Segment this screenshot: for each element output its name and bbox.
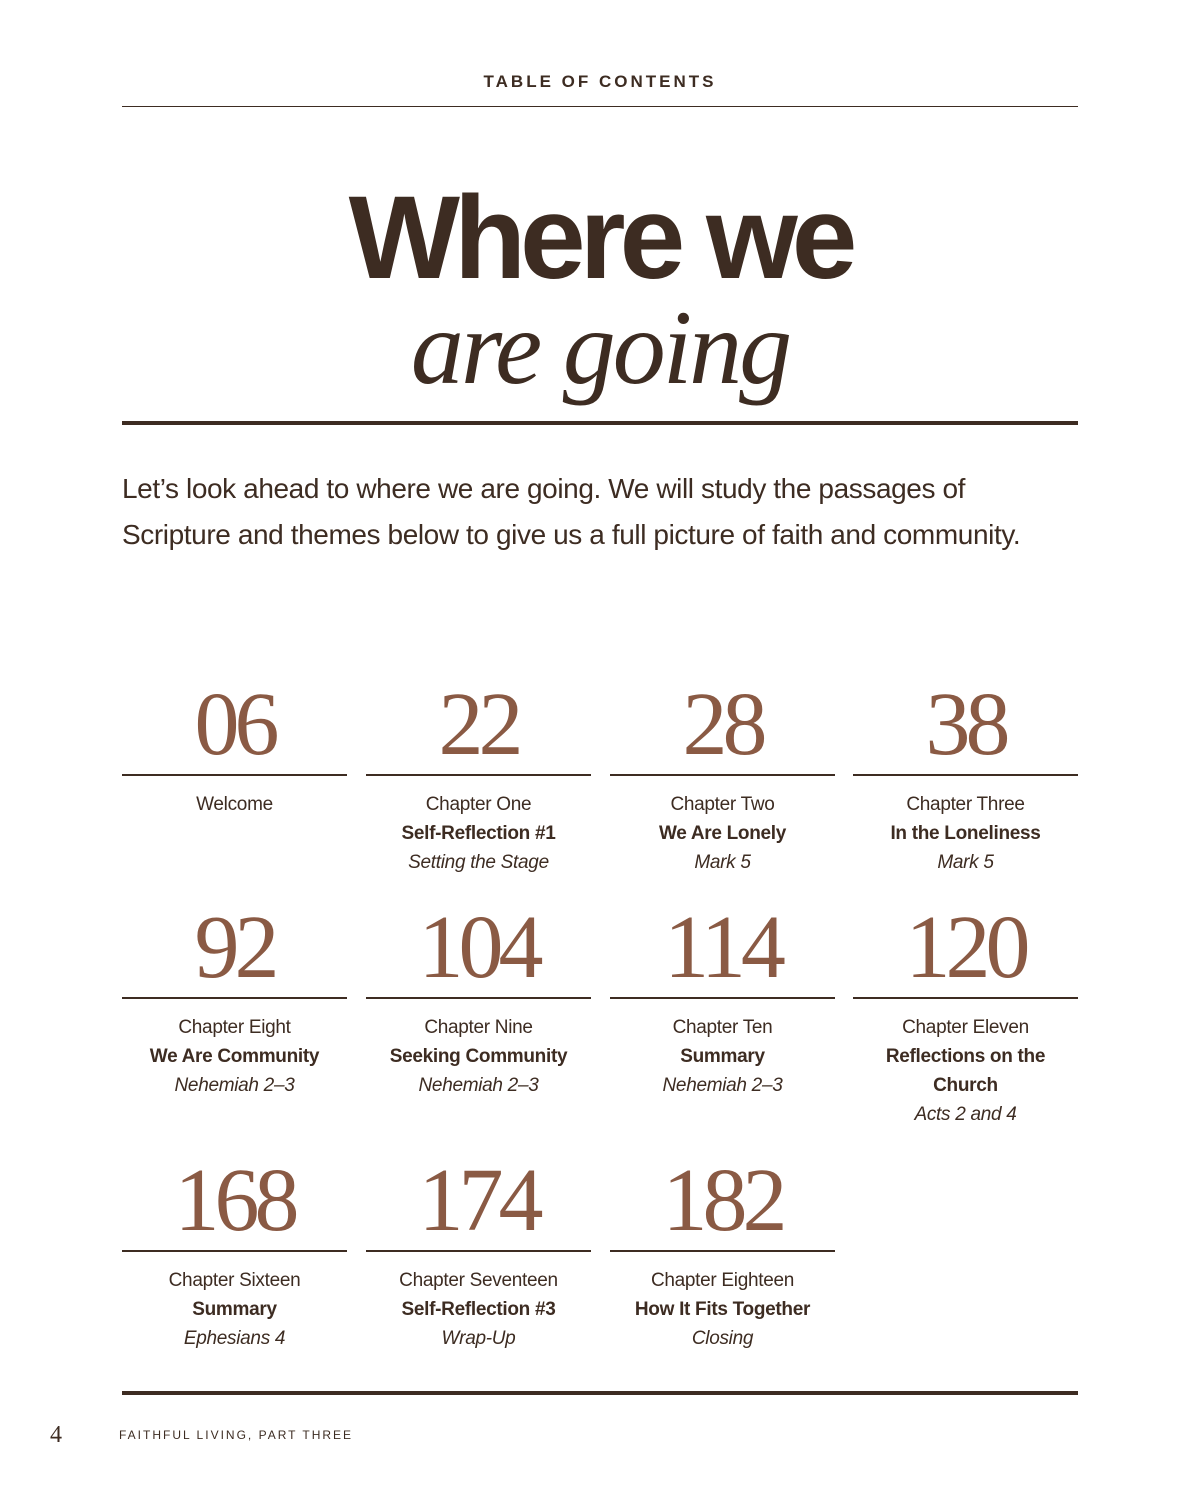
toc-chapter-label: Chapter Eighteen [650, 1270, 795, 1291]
title-line-1: Where we [348, 172, 852, 304]
toc-chapter-reference: Mark 5 [937, 852, 994, 873]
toc-chapter-title: Seeking Community [389, 1046, 568, 1067]
toc-page-number: 114 [664, 898, 781, 997]
toc-chapter-title: Self-Reflection #3 [401, 1299, 556, 1320]
page-number: 4 [50, 1422, 62, 1448]
title-line-2: are going [410, 289, 790, 406]
toc-page-number: 120 [905, 898, 1026, 997]
toc-chapter-label: Chapter Ten [672, 1017, 773, 1038]
toc-chapter-title: Self-Reflection #1 [401, 823, 556, 844]
toc-page-number: 06 [194, 675, 275, 774]
toc-entry[interactable] [610, 1151, 835, 1353]
entry-underline [853, 774, 1078, 776]
toc-chapter-label: Chapter Two [670, 794, 775, 815]
toc-chapter-reference: Closing [691, 1328, 754, 1349]
toc-chapter-label: Chapter Sixteen [168, 1270, 301, 1291]
section-eyebrow: TABLE OF CONTENTS [483, 72, 717, 91]
toc-page-number: 28 [682, 675, 763, 774]
toc-chapter-label: Welcome [196, 794, 273, 815]
toc-chapter-reference: Wrap-Up [441, 1328, 516, 1349]
toc-page-number: 104 [418, 898, 539, 997]
toc-chapter-title: Reflections on the Church [885, 1046, 1046, 1096]
toc-chapter-title: Summary [680, 1046, 765, 1067]
intro-paragraph: Let’s look ahead to where we are going. We will study the passages of Scripture and themes below to give us a full picture of faith and community. [122, 473, 1021, 550]
toc-entry[interactable] [366, 898, 591, 1100]
toc-chapter-title: We Are Community [149, 1046, 320, 1067]
entry-underline [610, 997, 835, 999]
toc-entry[interactable] [122, 898, 347, 1100]
toc-page-number: 92 [194, 898, 275, 997]
entry-underline [122, 774, 347, 776]
toc-entry[interactable] [122, 1151, 347, 1353]
toc-chapter-title: Summary [192, 1299, 277, 1320]
entry-underline [366, 997, 591, 999]
toc-chapter-reference: Nehemiah 2–3 [662, 1075, 783, 1096]
entry-underline [610, 774, 835, 776]
toc-chapter-reference: Nehemiah 2–3 [174, 1075, 295, 1096]
toc-entry[interactable] [122, 675, 347, 819]
entry-underline [853, 997, 1078, 999]
toc-chapter-title: How It Fits Together [634, 1299, 811, 1320]
entry-underline [366, 1250, 591, 1252]
toc-chapter-title: We Are Lonely [658, 823, 787, 844]
toc-page-number: 182 [662, 1151, 783, 1250]
toc-entry[interactable] [610, 898, 835, 1100]
toc-chapter-label: Chapter One [425, 794, 532, 815]
toc-chapter-reference: Setting the Stage [408, 852, 549, 873]
toc-grid [122, 0, 1078, 1500]
toc-chapter-label: Chapter Eight [178, 1017, 291, 1038]
toc-page-number: 168 [174, 1151, 295, 1250]
toc-page-number: 38 [925, 675, 1006, 774]
toc-chapter-reference: Nehemiah 2–3 [418, 1075, 539, 1096]
bottom-rule [122, 1391, 1078, 1395]
toc-entry[interactable] [366, 1151, 591, 1353]
toc-chapter-title: In the Loneliness [890, 823, 1041, 844]
toc-entry[interactable] [366, 675, 591, 877]
toc-page-number: 22 [438, 675, 519, 774]
toc-entry[interactable] [853, 898, 1078, 1129]
entry-underline [610, 1250, 835, 1252]
entry-underline [366, 774, 591, 776]
toc-chapter-reference: Acts 2 and 4 [914, 1104, 1017, 1125]
toc-page-number: 174 [418, 1151, 539, 1250]
toc-chapter-label: Chapter Seventeen [399, 1270, 558, 1291]
toc-chapter-label: Chapter Nine [424, 1017, 533, 1038]
entry-underline [122, 1250, 347, 1252]
entry-underline [122, 997, 347, 999]
toc-chapter-reference: Mark 5 [694, 852, 751, 873]
toc-chapter-reference: Ephesians 4 [183, 1328, 286, 1349]
toc-chapter-label: Chapter Three [906, 794, 1025, 815]
toc-chapter-label: Chapter Eleven [902, 1017, 1029, 1038]
toc-entry[interactable] [853, 675, 1078, 877]
publication-title: FAITHFUL LIVING, PART THREE [119, 1428, 354, 1442]
toc-entry[interactable] [610, 675, 835, 877]
